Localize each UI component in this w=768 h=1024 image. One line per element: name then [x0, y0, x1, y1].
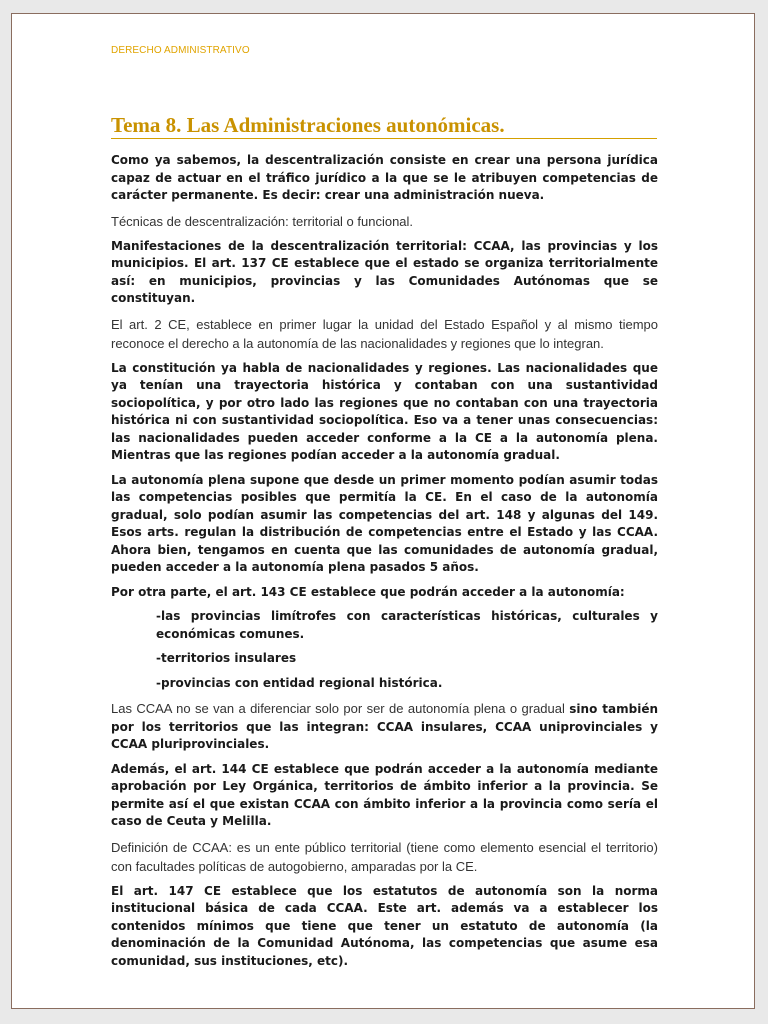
list-item: -las provincias limítrofes con características históricas, culturales y económicas comunes.	[156, 609, 658, 641]
page-title: Tema 8. Las Administraciones autonómicas.	[111, 112, 657, 139]
paragraph-techniques: Técnicas de descentralización: territorial o funcional.	[111, 213, 414, 229]
paragraph-art147: El art. 147 CE establece que los estatutos de autonomía son la norma institucional básica de cada CCAA. Este art. además va a establecer los contenidos mínimos que tiene que tener un estatuto de autonomía (la denominación de la Comunidad Autónoma, las competencias que asume esa comunidad, sus instituciones, etc).	[111, 883, 658, 968]
paragraph-full-autonomy: La autonomía plena supone que desde un primer momento podían asumir todas las competencias posibles que permitía la CE. En el caso de la autonomía gradual, solo podían asumir las competencias del art. 148 y algunas del 149. Esos arts. regulan la distribución de competencias entre el Estado y las CCAA. Ahora bien, tengamos en cuenta que las comunidades de autonomía gradual, pueden acceder a la autonomía plena pasados 5 años.	[111, 472, 658, 574]
ccaa-types-plain: Las CCAA no se van a diferenciar solo por ser de autonomía plena o gradual	[111, 701, 570, 716]
paragraph-ccaa-types	[111, 699, 658, 754]
paragraph-art143: Por otra parte, el art. 143 CE establece que podrán acceder a la autonomía:	[111, 584, 625, 599]
running-header: DERECHO ADMINISTRATIVO	[111, 45, 250, 56]
ccaa-types-bold: sino también por los territorios que las integran: CCAA insulares, CCAA uniprovinciales y CCAA pluriprovinciales.	[111, 702, 659, 751]
paragraph-nationalities: La constitución ya habla de nacionalidades y regiones. Las nacionalidades que ya tenían una trayectoria histórica y contaban con una sustantividad sociopolítica, y por otro lado las regiones que no contaban con una trayectoria histórica ni con sustantividad sociopolítica. Eso va a tener unas consecuencias: las nacionalidades pueden acceder conforme a la CE a la autonomía plena. Mientras que las regiones podían acceder a la autonomía gradual.	[111, 360, 658, 462]
document-page	[11, 13, 755, 1009]
list-item: -territorios insulares	[156, 651, 297, 665]
list-item: -provincias con entidad regional histórica.	[156, 675, 443, 690]
paragraph-art2: El art. 2 CE, establece en primer lugar la unidad del Estado Español y al mismo tiempo reconoce el derecho a la autonomía de las nacionalidades y regiones que lo integran.	[111, 316, 658, 351]
paragraph-art144: Además, el art. 144 CE establece que podrán acceder a la autonomía mediante aprobación por Ley Orgánica, territorios de ámbito inferior a la provincia. Se permite así el que existan CCAA con ámbito inferior a la provincia como sería el caso de Ceuta y Melilla.	[111, 761, 658, 828]
paragraph-territorial: Manifestaciones de la descentralización territorial: CCAA, las provincias y los municipios. El art. 137 CE establece que el estado se organiza territorialmente así: en municipios, provincias y las Comunidades Autónomas que se constituyan.	[111, 238, 658, 305]
paragraph-definition: Definición de CCAA: es un ente público territorial (tiene como elemento esencial el territorio) con facultades políticas de autogobierno, amparadas por la CE.	[111, 839, 658, 874]
paragraph-intro: Como ya sabemos, la descentralización consiste en crear una persona jurídica capaz de actuar en el tráfico jurídico a la que se le atribuyen competencias de carácter permanente. Es decir: crear una administración nueva.	[111, 153, 658, 202]
document-body	[111, 152, 658, 977]
